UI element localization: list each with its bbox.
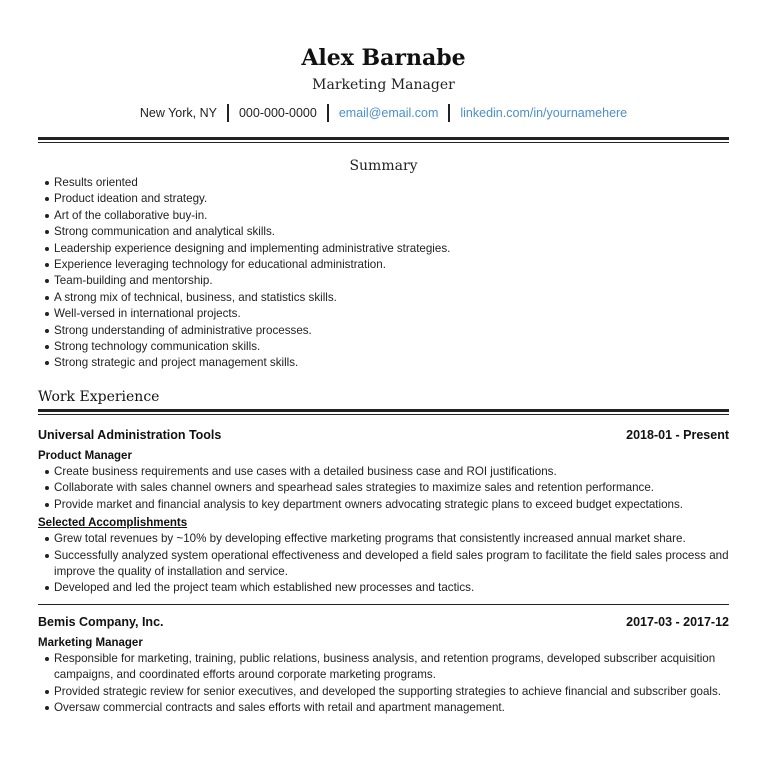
contact-separator [327,104,329,122]
job-duty: Create business requirements and use cases with a detailed business case and ROI justifications. [38,464,729,480]
accomplishment-item: Grew total revenues by ~10% by developing effective marketing programs that consistently increased annual market share. [38,531,729,547]
job-title: Product Manager [38,449,132,462]
accomplishments-heading: Selected Accomplishments [38,517,188,530]
work-experience-heading: Work Experience [38,388,160,405]
contact-bar [38,104,729,122]
summary-list [38,175,729,372]
summary-item: Experience leveraging technology for educational administration. [38,257,729,273]
contact-location: New York, NY [139,106,217,120]
summary-item: Strong communication and analytical skills. [38,224,729,240]
job-duties-list [38,464,729,513]
summary-item: Well-versed in international projects. [38,306,729,322]
job-header [38,426,729,444]
summary-item: Results oriented [38,175,729,191]
section-divider [38,409,729,415]
job-duty: Oversaw commercial contracts and sales efforts with retail and apartment management. [38,700,729,716]
candidate-role: Marketing Manager [312,77,455,93]
accomplishment-item: Developed and led the project team which established new processes and tactics. [38,580,729,596]
job-title: Marketing Manager [38,636,143,649]
summary-item: Art of the collaborative buy-in. [38,208,729,224]
job-duty: Collaborate with sales channel owners and spearhead sales strategies to maximize sales and retention performance. [38,480,729,496]
summary-item: A strong mix of technical, business, and statistics skills. [38,290,729,306]
job-duties-list [38,651,729,717]
contact-separator [227,104,229,122]
summary-item: Team-building and mentorship. [38,273,729,289]
summary-item: Strong technology communication skills. [38,339,729,355]
accomplishments-list [38,531,729,597]
contact-email-link[interactable]: email@email.com [338,106,439,120]
summary-item: Strong strategic and project management skills. [38,355,729,371]
summary-heading: Summary [349,158,418,174]
contact-linkedin-link[interactable]: linkedin.com/in/yournamehere [460,106,628,120]
contact-separator [448,104,450,122]
candidate-name: Alex Barnabe [301,45,466,71]
job-company: Universal Administration Tools [38,427,222,442]
summary-item: Product ideation and strategy. [38,191,729,207]
job-dates: 2017-03 - 2017-12 [626,614,729,629]
accomplishment-item: Successfully analyzed system operational effectiveness and developed a field sales program to facilitate the field sales process and improve the quality of installation and service. [38,548,729,581]
job-duty: Responsible for marketing, training, public relations, business analysis, and retention programs, developed subscriber acquisition campaigns, and coordinated efforts around corporate marketing programs. [38,651,729,684]
summary-item: Strong understanding of administrative processes. [38,323,729,339]
job-duty: Provided strategic review for senior executives, and developed the supporting strategies to achieve financial and subscriber goals. [38,684,729,700]
summary-item: Leadership experience designing and implementing administrative strategies. [38,241,729,257]
header-divider [38,137,729,143]
job-dates: 2018-01 - Present [626,427,729,442]
job-duty: Provide market and financial analysis to key department owners advocating strategic plans to exceed budget expectations. [38,497,729,513]
job-divider [38,604,729,605]
job-company: Bemis Company, Inc. [38,614,164,629]
contact-phone: 000-000-0000 [238,106,317,120]
job-header [38,613,729,631]
